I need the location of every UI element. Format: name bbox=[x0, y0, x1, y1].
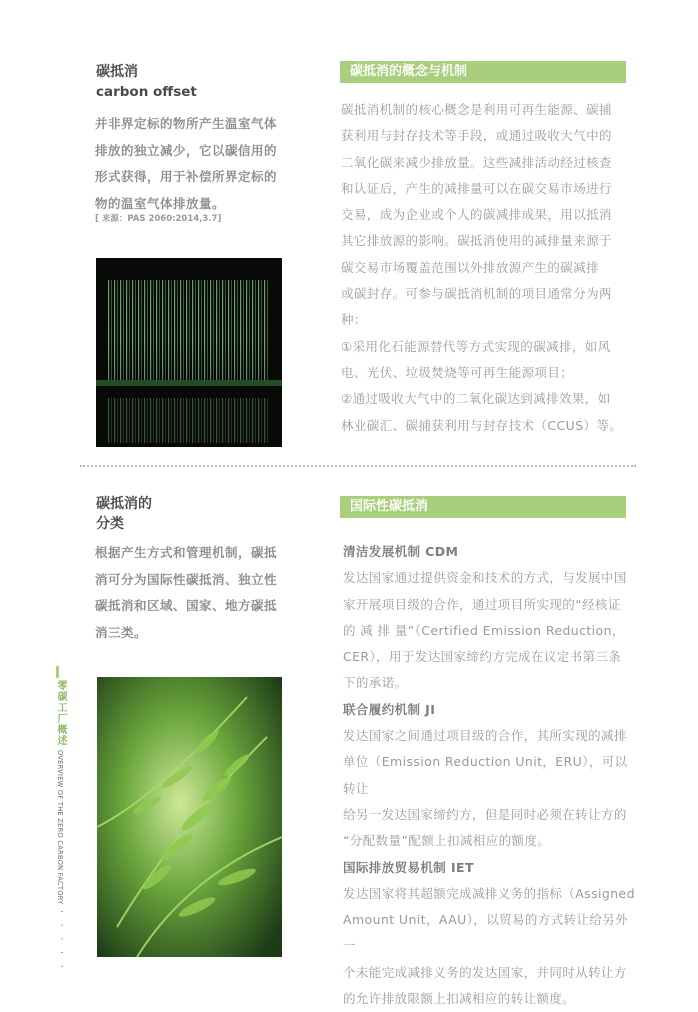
ji-line: “分配数量”配额上扣减相应的额度。 bbox=[343, 833, 551, 849]
side-label-en: OVERVIEW OF THE ZERO CARBON FACTORY bbox=[56, 750, 64, 905]
cdm-heading: 清洁发展机制 CDM bbox=[343, 544, 459, 559]
section1-body-line: 或碳封存。可参与碳抵消机制的项目通常分为两 bbox=[341, 286, 612, 302]
iet-line: Amount Unit，AAU），以贸易的方式转让给另外一 bbox=[343, 912, 629, 954]
iet-line: 的允许排放限额上扣减相应的转让额度。 bbox=[343, 991, 576, 1007]
iet-heading: 国际排放贸易机制 IET bbox=[343, 859, 474, 875]
ji-line: 给另一发达国家缔约方，但是同时必须在转让方的 bbox=[343, 806, 627, 822]
section2-title-line2: 分类 bbox=[96, 516, 124, 532]
side-dots: · · · · · bbox=[56, 910, 66, 972]
ji-line: 单位（Emission Reduction Unit，ERU），可以转让 bbox=[343, 754, 628, 796]
section1-source: [ 来源：PAS 2060:2014,3.7] bbox=[95, 214, 222, 224]
section1-body-line: ①采用化石能源替代等方式实现的碳减排，如风 bbox=[341, 338, 611, 354]
section1-body-line: 种： bbox=[341, 312, 367, 328]
section-divider bbox=[80, 465, 636, 467]
section1-body-line: 其它排放源的影响。碳抵消使用的减排量来源于 bbox=[341, 233, 612, 249]
section1-body-line: 二氧化碳来减少排放量。这些减排活动经过核查 bbox=[341, 154, 612, 170]
section2-description: 根据产生方式和管理机制，碳抵消可分为国际性碳抵消、独立性碳抵消和区域、国家、地方碳抵消三类。 bbox=[95, 545, 278, 640]
section2-title bbox=[96, 494, 152, 534]
section1-definition: 并非界定标的物所产生温室气体排放的独立减少，它以碳信用的形式获得，用于补偿所界定标的物的温室气体排放量。 bbox=[95, 116, 278, 211]
fern-image bbox=[97, 677, 282, 957]
section1-title-en: carbon offset bbox=[96, 84, 197, 100]
section1-body bbox=[341, 97, 631, 439]
section1-body-line: 获利用与封存技术等手段，或通过吸收大气中的 bbox=[341, 128, 612, 144]
section1-title bbox=[96, 62, 197, 102]
side-label-cn: 零碳工厂概述 bbox=[55, 680, 66, 746]
iet-line: 发达国家将其超额完成减排义务的指标（Assigned bbox=[343, 885, 635, 901]
section1-title-cn: 碳抵消 bbox=[96, 64, 138, 80]
ji-line: 发达国家之间通过项目级的合作，其所实现的减排 bbox=[343, 728, 627, 744]
section1-body-line: 交易，成为企业或个人的碳减排成果，用以抵消 bbox=[341, 207, 612, 223]
ji-heading: 联合履约机制 JI bbox=[343, 701, 436, 717]
section2-body bbox=[343, 539, 639, 1012]
section1-body-line: 碳交易市场覆盖范围以外排放源产生的碳减排 bbox=[341, 259, 600, 275]
side-accent-bar bbox=[56, 666, 59, 678]
section1-body-line: 和认证后，产生的减排量可以在碳交易市场进行 bbox=[341, 180, 612, 196]
fern-graphic bbox=[97, 677, 282, 957]
section1-body-line: 林业碳汇、碳捕获利用与封存技术（CCUS）等。 bbox=[341, 417, 623, 433]
section2-bar-title: 国际性碳抵消 bbox=[340, 496, 626, 518]
section1-body-line: ②通过吸收大气中的二氧化碳达到减排效果，如 bbox=[341, 391, 611, 407]
cdm-line: 的 减 排 量”（Certified Emission Reduction， bbox=[343, 622, 625, 638]
section1-bar-title: 碳抵消的概念与机制 bbox=[340, 61, 626, 83]
section2-title-line1: 碳抵消的 bbox=[96, 496, 152, 512]
iet-line: 个未能完成减排义务的发达国家，并同时从转让方 bbox=[343, 964, 627, 980]
digital-matrix-image bbox=[96, 258, 282, 447]
cdm-line: 家开展项目级的合作，通过项目所实现的“经核证 bbox=[343, 596, 621, 612]
cdm-line: 下的承诺。 bbox=[343, 675, 408, 691]
cdm-line: 发达国家通过提供资金和技术的方式，与发展中国 bbox=[343, 570, 627, 586]
cdm-line: CER），用于发达国家缔约方完成在议定书第三条 bbox=[343, 649, 622, 665]
section1-body-line: 电、光伏、垃圾焚烧等可再生能源项目； bbox=[341, 364, 574, 380]
section1-body-line: 碳抵消机制的核心概念是利用可再生能源、碳捕 bbox=[341, 102, 612, 117]
digital-matrix-graphic bbox=[96, 258, 282, 447]
